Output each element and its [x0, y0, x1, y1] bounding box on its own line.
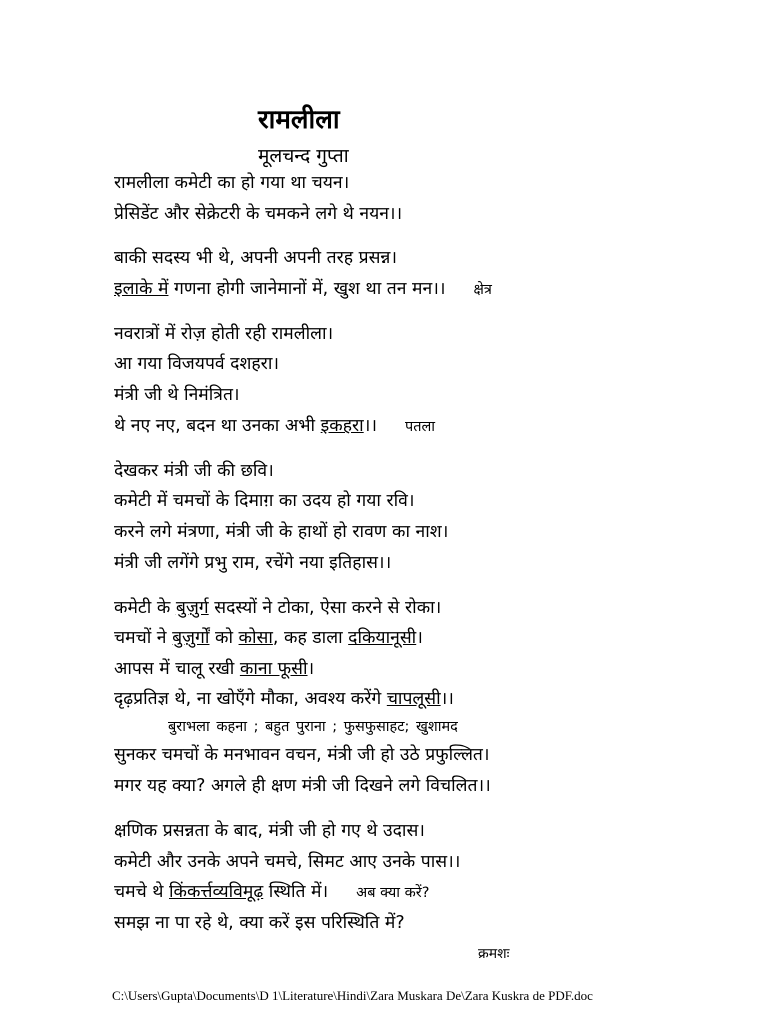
underlined-word: बुज़ुर्ग: [175, 598, 209, 618]
poem-line: कमेटी में चमचों के दिमाग़ का उदय हो गया रवि।: [114, 491, 415, 511]
line-text: गणना होगी जानेमानों में, खुश था तन मन।।: [168, 279, 446, 299]
poem-line: रामलीला कमेटी का हो गया था चयन।: [114, 173, 350, 193]
line-text: , कह डाला: [272, 628, 349, 648]
poem-line: [114, 595, 441, 619]
underlined-word: किंकर्त्तव्यविमूढ़: [169, 882, 264, 902]
glossary-line: बुराभला कहना ; बहुत पुराना ; फुसफुसाहट; खुशामद: [168, 719, 458, 735]
poem-line: कमेटी और उनके अपने चमचे, सिमट आए उनके पास।।: [114, 852, 461, 872]
line-text: को: [209, 628, 239, 648]
poem-line: मगर यह क्या? अगले ही क्षण मंत्री जी दिखने लगे विचलित।।: [114, 776, 491, 796]
poem-line: सुनकर चमचों के मनभावन वचन, मंत्री जी हो उठे प्रफुल्लित।: [114, 745, 490, 765]
word-gloss: अब क्या करें?: [356, 885, 430, 901]
word-gloss: पतला: [404, 419, 436, 435]
poem-line: [114, 276, 492, 300]
line-text: चमचों ने: [114, 628, 173, 648]
continued-marker: क्रमशः: [478, 946, 510, 962]
underlined-word: बुज़ुर्गों: [172, 628, 210, 648]
poem-line: समझ ना पा रहे थे, क्या करें इस परिस्थिति में?: [114, 913, 405, 933]
underlined-word: कोसा: [238, 628, 273, 648]
poem-line: प्रेसिडेंट और सेक्रेटरी के चमकने लगे थे नयन।।: [114, 204, 403, 224]
line-text: स्थिति में।: [263, 882, 329, 902]
poem-line: [114, 413, 435, 437]
line-text: दृढ़प्रतिज्ञ थे, ना खोएँगे मौका, अवश्य करेंगे: [114, 689, 387, 709]
poem-line: [114, 625, 423, 649]
file-path-footer: C:\Users\Gupta\Documents\D 1\Literature\Hindi\Zara Muskara De\Zara Kuskra de PDF.doc: [112, 988, 593, 1003]
line-text: ।: [307, 659, 315, 679]
underlined-word: काना फूसी: [239, 659, 308, 679]
poem-line: मंत्री जी थे निमंत्रित।: [114, 385, 240, 405]
poem-line: मंत्री जी लगेंगे प्रभु राम, रचेंगे नया इतिहास।।: [114, 553, 392, 573]
line-text: ।: [416, 628, 423, 648]
poem-title: रामलीला: [258, 105, 340, 135]
line-text: थे नए नए, बदन था उनका अभी: [114, 416, 321, 436]
line-text: ।।: [440, 689, 454, 709]
poem-line: देखकर मंत्री जी की छवि।: [114, 461, 274, 481]
word-gloss: क्षेत्र: [473, 282, 492, 298]
underlined-word: दकियानूसी: [348, 628, 417, 648]
underlined-word: चापलूसी: [386, 689, 441, 709]
line-text: सदस्यों ने टोका, ऐसा करने से रोका।: [208, 598, 442, 618]
poem-line: [114, 686, 454, 710]
poem-author: मूलचन्द गुप्ता: [258, 145, 349, 167]
line-text: कमेटी के: [114, 598, 176, 618]
underlined-word: इलाके में: [114, 279, 169, 299]
poem-line: करने लगे मंत्रणा, मंत्री जी के हाथों हो रावण का नाश।: [114, 522, 449, 542]
poem-line: नवरात्रों में रोज़ होती रही रामलीला।: [114, 324, 334, 344]
poem-line: [114, 656, 314, 680]
poem-line: बाकी सदस्य भी थे, अपनी अपनी तरह प्रसन्न।: [114, 248, 398, 268]
underlined-word: इकहरा: [320, 416, 364, 436]
line-text: ।।: [363, 416, 377, 436]
poem-line: आ गया विजयपर्व दशहरा।: [114, 354, 279, 374]
poem-line: [114, 879, 429, 903]
line-text: आपस में चालू रखी: [114, 659, 240, 679]
poem-line: क्षणिक प्रसन्नता के बाद, मंत्री जी हो गए थे उदास।: [114, 821, 425, 841]
line-text: चमचे थे: [114, 882, 169, 902]
